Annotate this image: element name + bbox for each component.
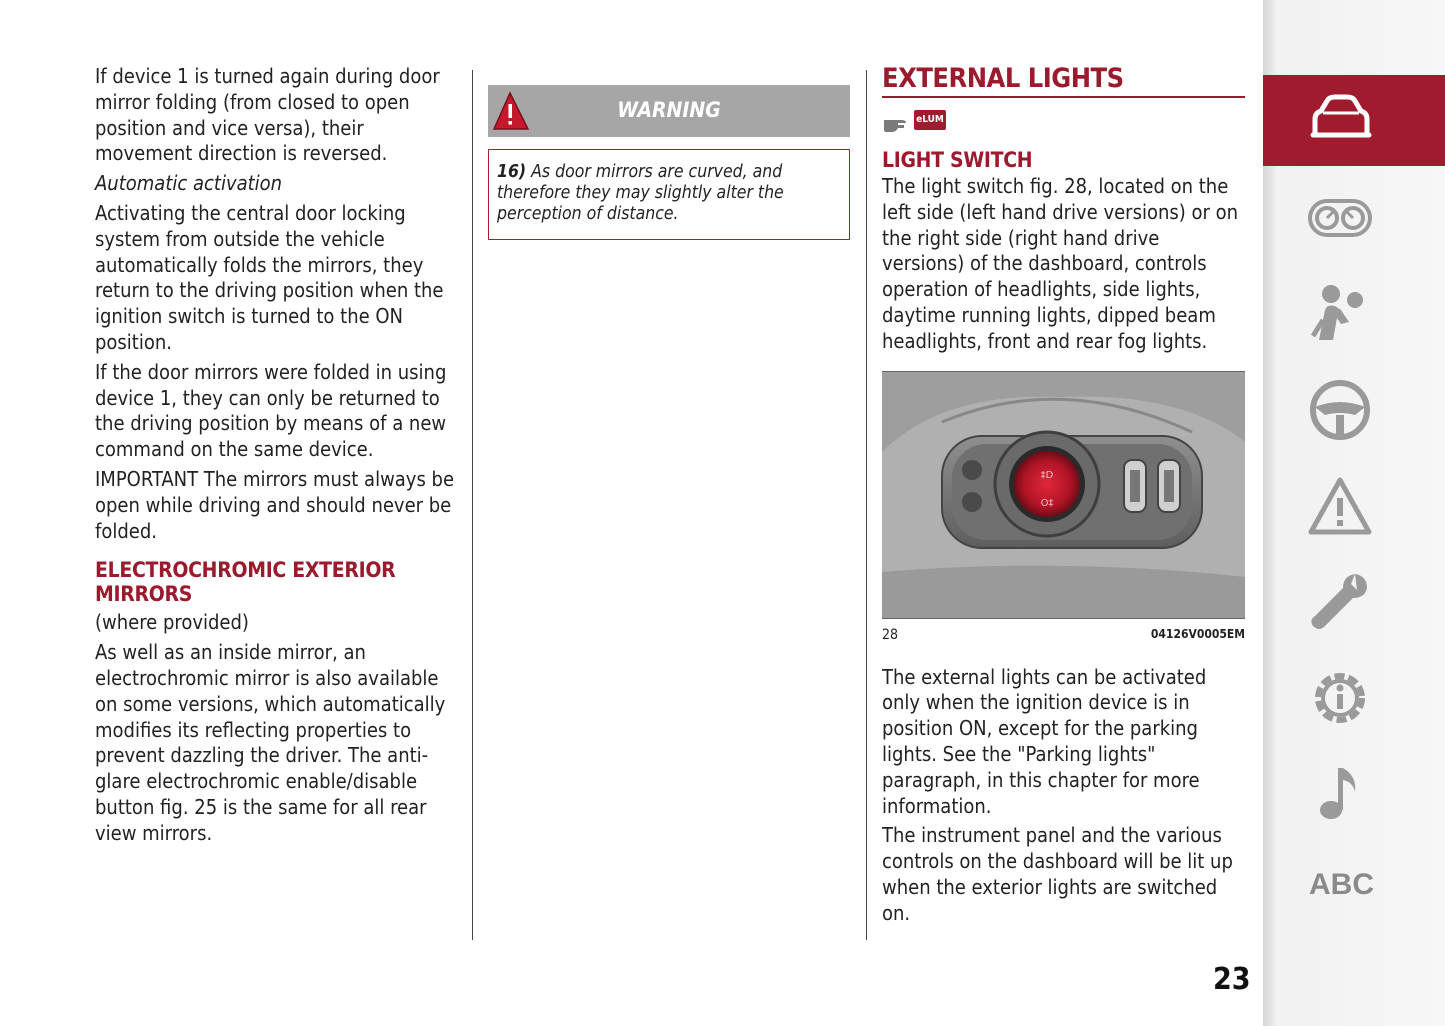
warning-header — [488, 85, 850, 137]
pointing-hand-icon — [882, 114, 912, 134]
figure-caption — [882, 627, 1245, 643]
paragraph: Activating the central door locking system from outside the vehicle automatically folds the mirrors, they return to the driving position when the ignition switch is turned to the ON position. — [95, 200, 444, 354]
paragraph: As well as an inside mirror, an electrochromic mirror is also available on some versions, which automatically modifies its reflecting properties to prevent dazzling the driver. The anti-glare electrochromic enable/disable button fig. 25 is the same for all rear view mirrors. — [95, 640, 446, 845]
warning-number: 16) — [497, 162, 527, 182]
subheading-automatic-activation: Automatic activation — [95, 171, 283, 196]
elum-indicator — [882, 108, 1245, 138]
steering-wheel-icon[interactable] — [1305, 375, 1375, 445]
svg-text:‡D: ‡D — [1040, 469, 1054, 481]
instrument-panel-icon[interactable] — [1305, 183, 1375, 253]
left-column — [95, 64, 460, 851]
figure-light-switch — [882, 371, 1245, 619]
wrench-icon[interactable] — [1305, 568, 1375, 638]
warning-title: WARNING — [617, 98, 721, 122]
subheading-light-switch: LIGHT SWITCH — [882, 148, 1033, 172]
paragraph: The external lights can be activated only when the ignition device is in position ON, except for the parking lights. See the "Parking lights" paragraph, in this chapter for more information. — [882, 664, 1207, 818]
paragraph: If the door mirrors were folded in using device 1, they can only be returned to the driving position by means of a new command on the same device. — [95, 359, 447, 462]
info-gear-icon[interactable] — [1305, 663, 1375, 733]
svg-text:O‡: O‡ — [1040, 497, 1054, 509]
paragraph: The instrument panel and the various controls on the dashboard will be lit up when the exterior lights are switched on. — [882, 823, 1233, 925]
heading-external-lights: EXTERNAL LIGHTS — [882, 64, 1245, 98]
heading-line-2: MIRRORS — [95, 582, 193, 607]
column-divider — [472, 70, 473, 940]
elum-badge: eLUM — [914, 110, 946, 130]
paragraph: The light switch fig. 28, located on the left side (left hand drive versions) or on the right side (right hand drive versions) of the dashboard, controls operation of headlights, side lights, daytime running lights, dipped beam headlights, front and rear fog lights. — [882, 174, 1238, 353]
music-note-icon[interactable] — [1305, 758, 1375, 828]
warning-text: As door mirrors are curved, and therefore they may slightly alter the perception of distance. — [497, 162, 784, 224]
car-icon[interactable] — [1305, 85, 1375, 155]
where-provided-note: (where provided) — [95, 610, 249, 635]
middle-column — [488, 64, 850, 240]
column-divider — [866, 70, 867, 940]
light-switch-illustration — [882, 372, 1245, 618]
figure-code: 04126V0005EM — [1150, 626, 1245, 641]
sidebar-abc-index[interactable]: ABC — [1309, 868, 1374, 901]
page-number: 23 — [1213, 962, 1251, 997]
heading-electrochromic — [95, 558, 460, 606]
warning-box — [488, 149, 850, 240]
right-column — [882, 64, 1245, 931]
heading-line-1: ELECTROCHROMIC EXTERIOR — [95, 558, 396, 583]
paragraph: If device 1 is turned again during door mirror folding (from closed to open position and vice versa), their movement direction is reversed. — [95, 64, 440, 166]
safety-airbag-icon[interactable] — [1305, 280, 1375, 350]
warning-triangle-icon[interactable] — [1305, 472, 1375, 542]
paragraph-important: IMPORTANT The mirrors must always be open while driving and should never be folded. — [95, 466, 455, 543]
figure-number: 28 — [882, 626, 899, 643]
